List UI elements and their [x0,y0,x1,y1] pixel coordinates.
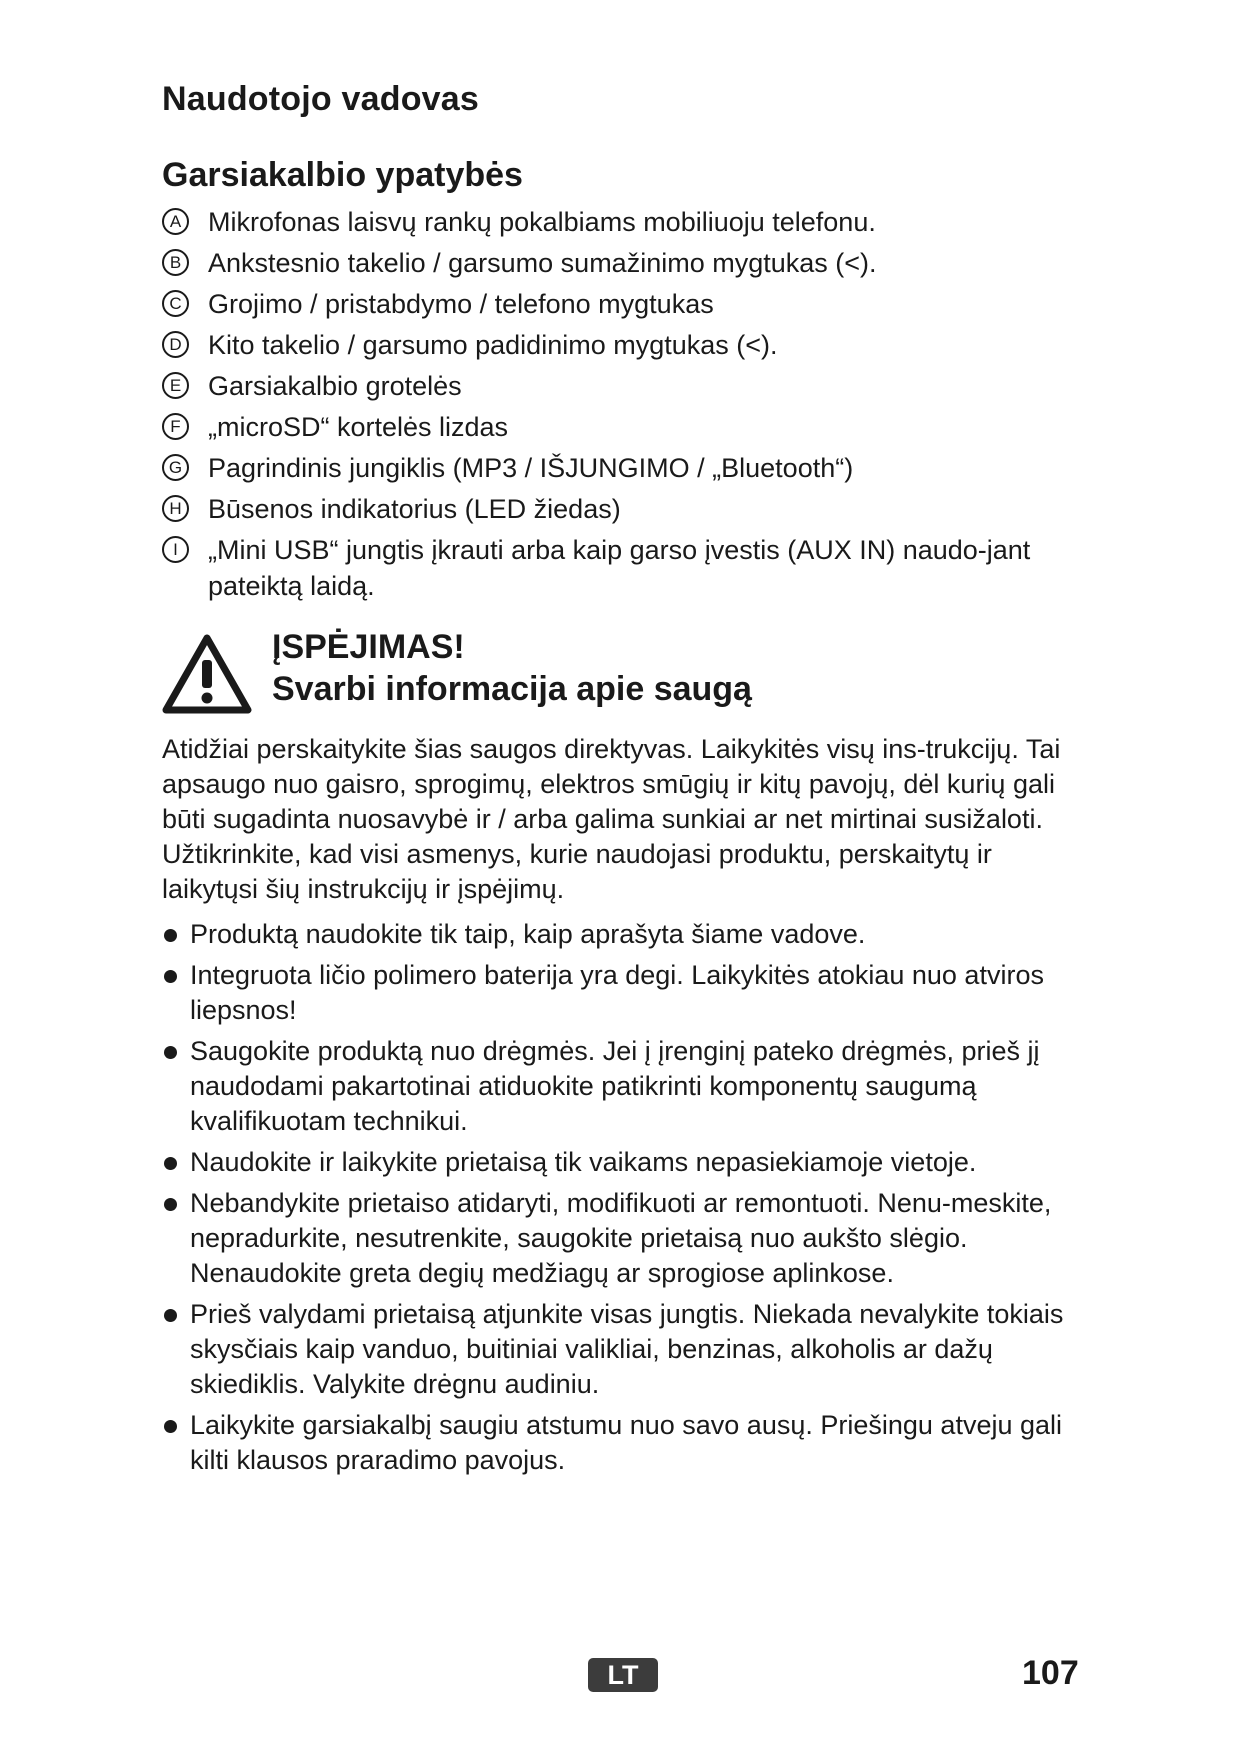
feature-marker-e: E [162,372,189,399]
features-list [162,204,1062,604]
warning-intro: Atidžiai perskaitykite šias saugos direktyvas. Laikykitės visų ins-trukcijų. Tai apsaugo nuo gaisro, sprogimų, elektros smūgių ir kitų pavojų, dėl kurių gali būti sugadinta nuosavybė ir / arba galima sunkiai ar net mirtinai susižaloti. Užtikrinkite, kad visi asmenys, kurie naudojasi produktu, perskaitytų ir laikytųsi šių instrukcijų ir įspėjimų. [162,734,1061,904]
feature-marker-i: I [162,536,189,563]
feature-text: Garsiakalbio grotelės [208,371,462,401]
document-title: Naudotojo vadovas [162,80,480,118]
feature-marker-f: F [162,413,189,440]
feature-marker-a: A [162,208,189,235]
warning-header [162,626,1062,726]
safety-text: Produktą naudokite tik taip, kaip aprašyta šiame vadove. [190,919,866,949]
safety-text: Laikykite garsiakalbį saugiu atstumu nuo savo ausų. Priešingu atveju gali kilti klausos praradimo pavojus. [190,1410,1063,1475]
feature-item [162,491,1062,527]
bullet-icon [164,1046,177,1059]
bullet-icon [164,1198,177,1211]
bullet-icon [164,1420,177,1433]
feature-text: „Mini USB“ jungtis įkrauti arba kaip garso įvestis (AUX IN) naudo-jant pateiktą laidą. [208,535,1031,601]
safety-text: Nebandykite prietaiso atidaryti, modifikuoti ar remontuoti. Nenu-meskite, nepradurkite, nesutrenkite, saugokite prietaisą nuo aukšto slėgio. Nenaudokite greta degių medžiagų ar sprogiose aplinkose. [190,1188,1052,1288]
feature-text: „microSD“ kortelės lizdas [208,412,509,442]
manual-page [162,70,1062,1484]
warning-triangle-icon [162,634,252,714]
feature-item [162,409,1062,445]
warning-titles [272,626,752,710]
safety-item [162,1186,1090,1291]
feature-item [162,286,1062,322]
feature-marker-g: G [162,454,189,481]
bullet-icon [164,929,177,942]
warning-subtitle: Svarbi informacija apie saugą [272,670,752,708]
feature-item [162,327,1062,363]
page-number: 107 [1022,1654,1079,1692]
safety-text: Saugokite produktą nuo drėgmės. Jei į įrenginį pateko drėgmės, prieš jį naudodami pakartotinai atiduokite patikrinti komponentų saugumą kvalifikuotam technikui. [190,1036,1040,1136]
safety-item [162,1297,1090,1402]
features-heading: Garsiakalbio ypatybės [162,156,523,194]
feature-item [162,245,1062,281]
feature-item [162,204,1062,240]
bullet-icon [164,1157,177,1170]
feature-text: Mikrofonas laisvų rankų pokalbiams mobiliuoju telefonu. [208,207,876,237]
safety-text: Prieš valydami prietaisą atjunkite visas jungtis. Niekada nevalykite tokiais skysčiais kaip vanduo, buitiniai valikliai, benzinas, alkoholis ar dažų skiediklis. Valykite drėgnu audiniu. [190,1299,1064,1399]
language-badge: LT [588,1658,658,1692]
feature-marker-c: C [162,290,189,317]
feature-item [162,368,1062,404]
safety-item [162,1034,1090,1139]
safety-item [162,958,1090,1028]
safety-item [162,1408,1090,1478]
feature-text: Pagrindinis jungiklis (MP3 / IŠJUNGIMO / „Bluetooth“) [208,453,854,483]
feature-text: Grojimo / pristabdymo / telefono mygtukas [208,289,714,319]
safety-item [162,1145,1090,1180]
safety-item [162,917,1090,952]
safety-list [162,917,1062,1478]
feature-text: Būsenos indikatorius (LED žiedas) [208,494,621,524]
bullet-icon [164,1309,177,1322]
safety-text: Integruota ličio polimero baterija yra degi. Laikykitės atokiau nuo atviros liepsnos! [190,960,1044,1025]
bullet-icon [164,970,177,983]
feature-marker-b: B [162,249,189,276]
feature-text: Ankstesnio takelio / garsumo sumažinimo mygtukas (<). [208,248,877,278]
feature-marker-d: D [162,331,189,358]
feature-text: Kito takelio / garsumo padidinimo mygtukas (<). [208,330,778,360]
feature-item [162,450,1062,486]
feature-item [162,532,1062,604]
warning-title: ĮSPĖJIMAS! [272,628,465,666]
feature-marker-h: H [162,495,189,522]
safety-text: Naudokite ir laikykite prietaisą tik vaikams nepasiekiamoje vietoje. [190,1147,977,1177]
